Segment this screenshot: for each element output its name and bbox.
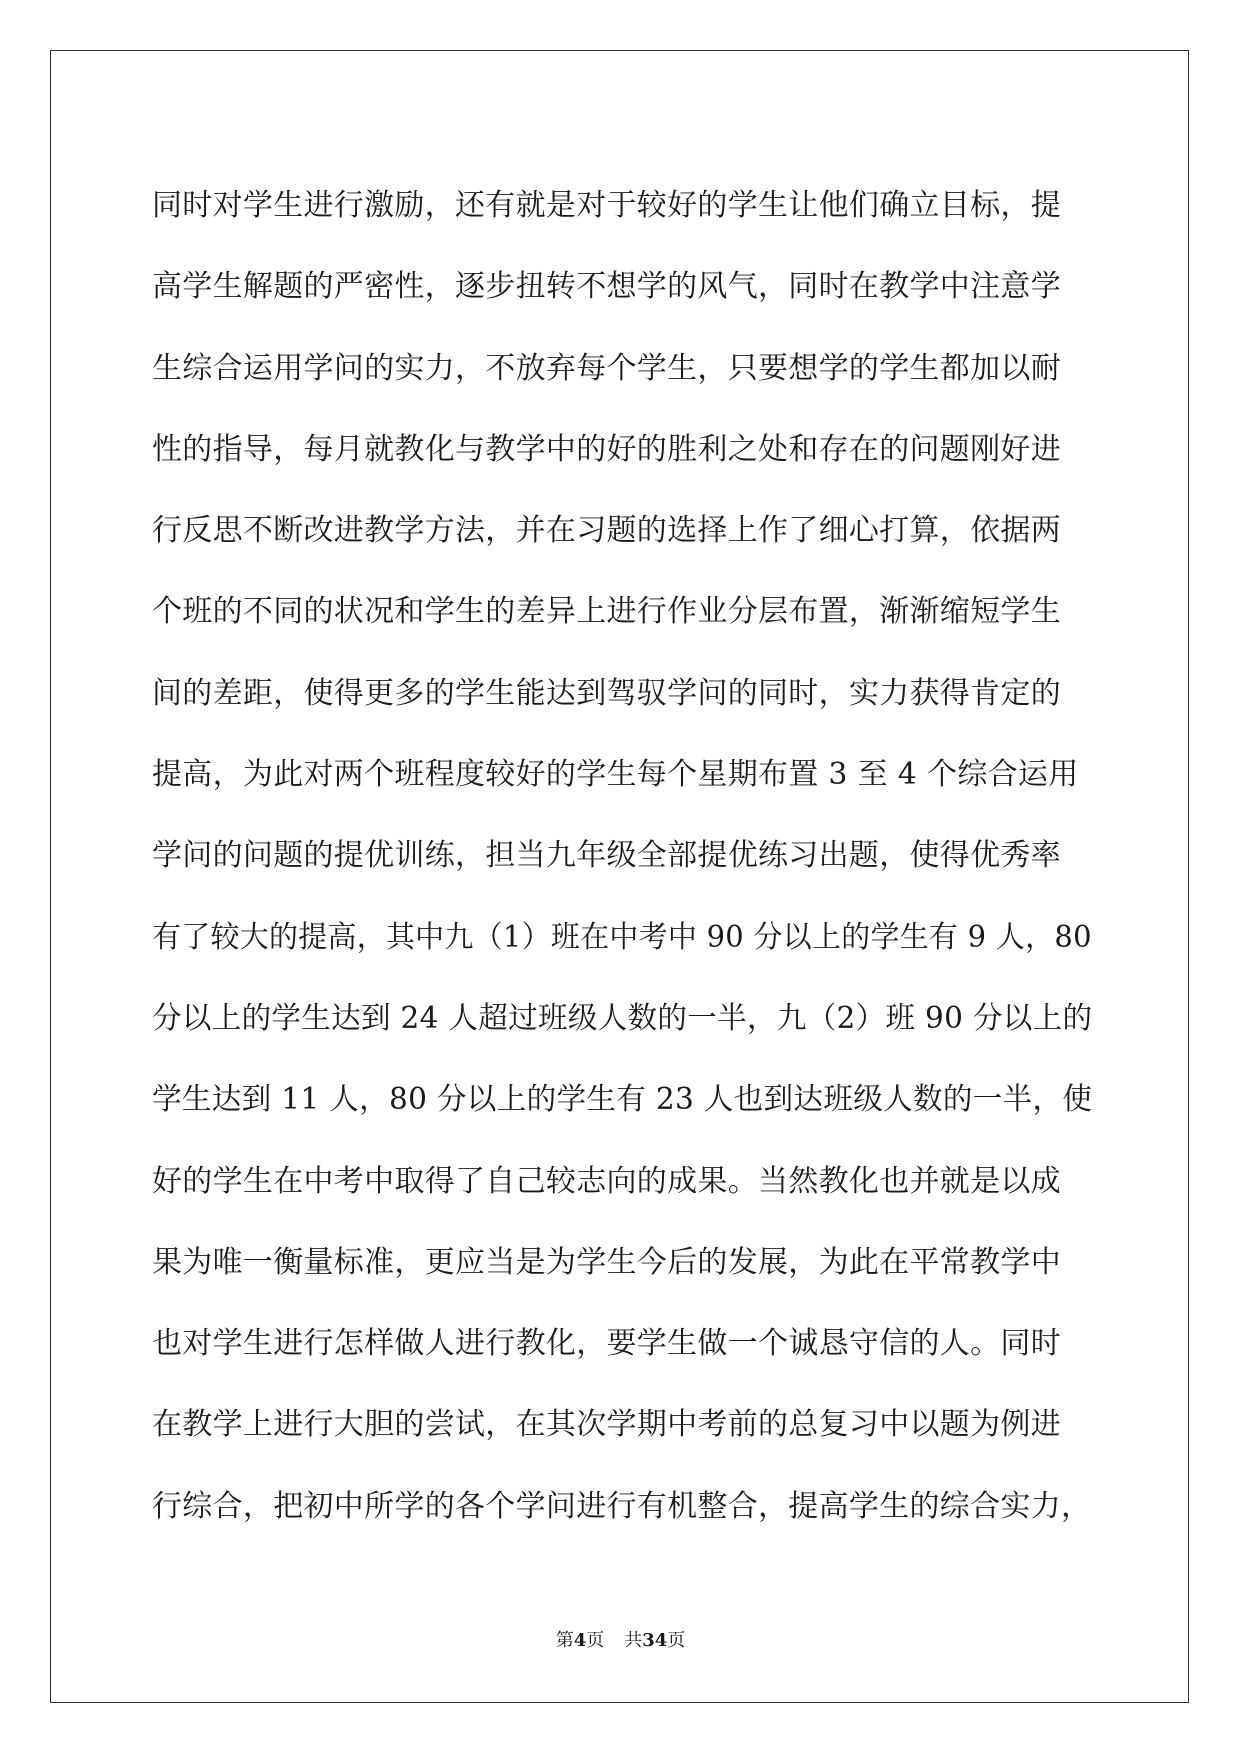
text-line: 也对学生进行怎样做人进行教化，要学生做一个诚恳守信的人。同时 — [152, 1326, 1061, 1362]
text-line: 分以上的学生达到 24 人超过班级人数的一半，九（2）班 90 分以上的 — [152, 1000, 1093, 1036]
text-line: 行综合，把初中所学的各个学问进行有机整合，提高学生的综合实力， — [152, 1488, 1092, 1524]
body-text — [152, 165, 1092, 1547]
text-line: 生综合运用学问的实力，不放弃每个学生，只要想学的学生都加以耐 — [152, 350, 1061, 386]
text-line: 果为唯一衡量标准，更应当是为学生今后的发展，为此在平常教学中 — [152, 1244, 1061, 1280]
text-line: 提高，为此对两个班程度较好的学生每个星期布置 3 至 4 个综合运用 — [152, 757, 1079, 793]
page-current: 4 — [573, 1630, 587, 1651]
text-line: 同时对学生进行激励，还有就是对于较好的学生让他们确立目标，提 — [152, 188, 1061, 223]
text-line: 有了较大的提高，其中九（1）班在中考中 90 分以上的学生有 9 人，80 — [152, 919, 1092, 955]
total-unit: 页 — [667, 1630, 686, 1651]
page-total: 34 — [642, 1630, 668, 1651]
page-unit: 页 — [586, 1630, 605, 1651]
page-prefix: 第 — [555, 1630, 574, 1651]
text-line: 在教学上进行大胆的尝试，在其次学期中考前的总复习中以题为例进 — [152, 1407, 1061, 1443]
text-line: 个班的不同的状况和学生的差异上进行作业分层布置，渐渐缩短学生 — [152, 594, 1061, 630]
text-line: 学生达到 11 人，80 分以上的学生有 23 人也到达班级人数的一半，使 — [152, 1082, 1093, 1118]
text-line: 行反思不断改进教学方法，并在习题的选择上作了细心打算，依据两 — [152, 513, 1061, 549]
total-prefix: 共 — [624, 1630, 643, 1651]
page-footer — [0, 1626, 1241, 1652]
text-line: 好的学生在中考中取得了自己较志向的成果。当然教化也并就是以成 — [152, 1163, 1061, 1199]
text-line: 高学生解题的严密性，逐步扭转不想学的风气，同时在教学中注意学 — [152, 269, 1061, 305]
text-line: 间的差距，使得更多的学生能达到驾驭学问的同时，实力获得肯定的 — [152, 675, 1061, 711]
text-line: 性的指导，每月就教化与教学中的好的胜利之处和存在的问题刚好进 — [152, 431, 1061, 467]
text-line: 学问的问题的提优训练，担当九年级全部提优练习出题，使得优秀率 — [152, 838, 1061, 874]
